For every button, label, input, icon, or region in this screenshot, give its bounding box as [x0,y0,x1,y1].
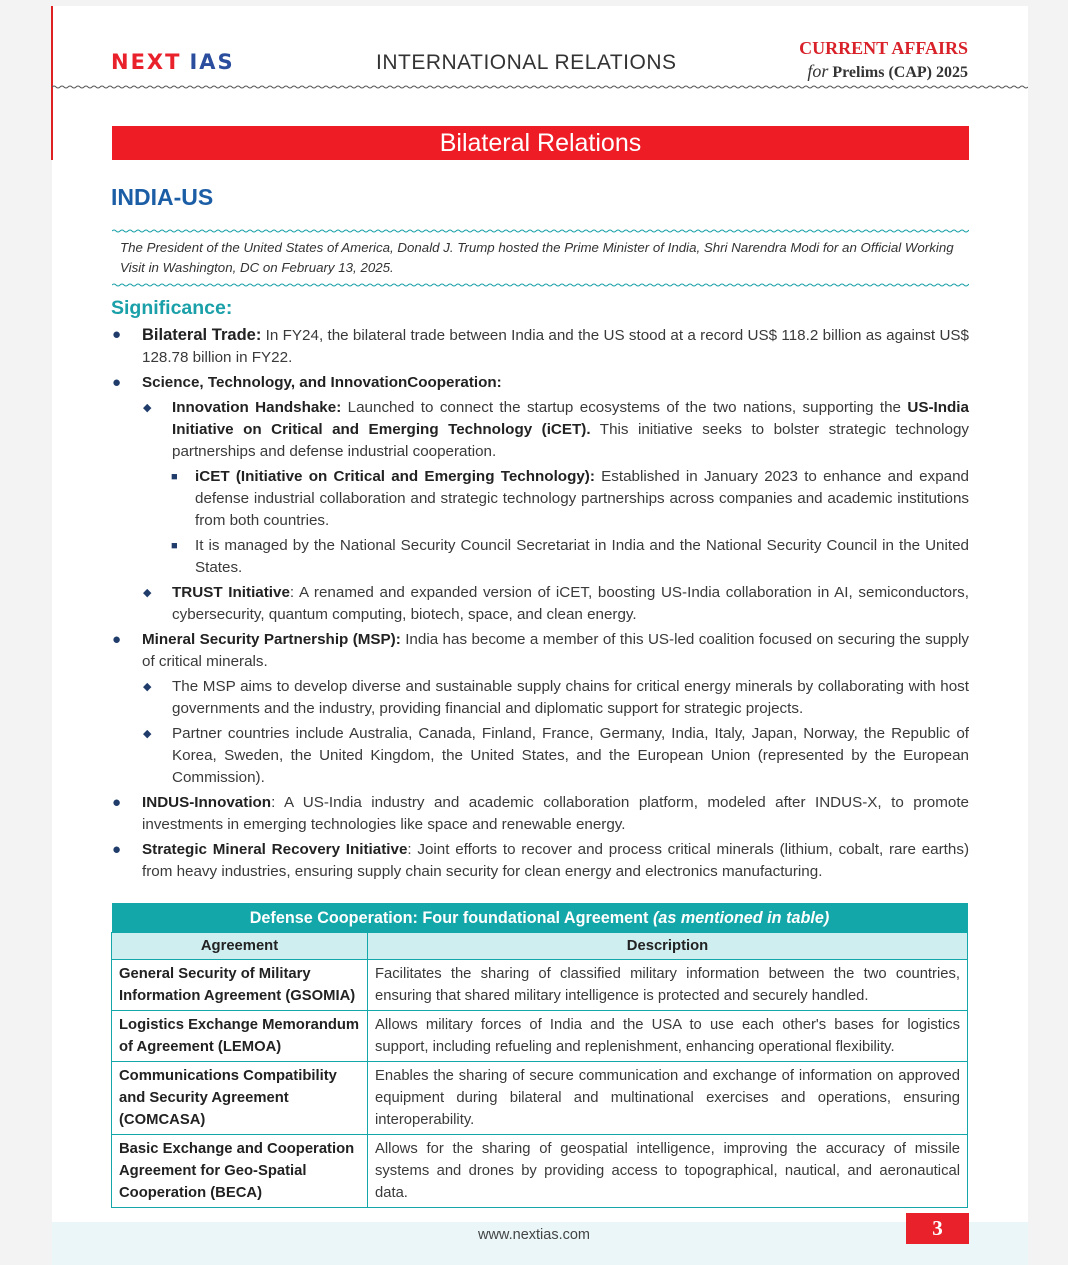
intro-box [112,228,969,288]
caption-note: (as mentioned in table) [652,908,830,927]
table-row [112,1062,968,1135]
agreement-cell: Communications Compatibility and Security Agreement (COMCASA) [112,1062,368,1135]
item-text: The MSP aims to develop diverse and sustainable supply chains for critical energy minerals by collaborating with host governments and the industry, providing financial and diplomatic support for strategic projects. [172,678,969,717]
item-title: Strategic Mineral Recovery Initiative [142,841,408,858]
item-title: TRUST Initiative [172,584,290,601]
defense-agreements-table [111,903,968,1208]
description-cell: Facilitates the sharing of classified military information between the two countries, ensuring that shared military intelligence is protected and securely handled. [368,960,968,1011]
item-title: iCET (Initiative on Critical and Emerging Technology): [195,468,595,485]
column-header-agreement: Agreement [112,933,368,960]
list-item [111,372,969,394]
list-item [111,535,969,579]
list-item [111,582,969,626]
item-text: This initiative seeks to bolster strategic technology partnerships and defense industrial cooperation. [172,421,970,460]
header-wavy-divider [52,84,1028,90]
item-title: Mineral Security Partnership (MSP): [142,631,401,648]
bullet-diamond-icon: ◆ [143,728,152,740]
description-cell: Allows military forces of India and the USA to use each other's bases for logistics support, including refueling and replenishment, enhancing operational flexibility. [368,1011,968,1062]
footer-url[interactable]: www.nextias.com [477,1227,590,1243]
intro-text: The President of the United States of America, Donald J. Trump hosted the Prime Minister of India, Shri Narendra Modi for an Official Working Visit in Washington, DC on February 13, 2025. [120,240,954,275]
description-cell: Allows for the sharing of geospatial intelligence, improving the accuracy of missile systems and drones by providing access to topographical, nautical, and aeronautical data. [368,1135,968,1208]
for-word: for [807,61,829,81]
item-text: Established in January 2023 to enhance and expand defense industrial collaboration and strategic technology partnerships across companies and academic institutions from both countries. [195,468,969,529]
item-text: It is managed by the National Security Council Secretariat in India and the National Security Council in the United States. [195,537,969,576]
table-row [112,1135,968,1208]
significance-list [111,324,969,886]
item-title: Science, Technology, and InnovationCooperation: [142,374,502,391]
bullet-diamond-icon: ◆ [143,587,152,599]
list-item [111,723,969,789]
list-item [111,792,969,836]
item-title: Innovation Handshake: [172,399,342,416]
agreement-cell: General Security of Military Information Agreement (GSOMIA) [112,960,368,1011]
agreement-cell: Logistics Exchange Memorandum of Agreement (LEMOA) [112,1011,368,1062]
logo-next: NEXT [111,50,182,74]
table-row [112,960,968,1011]
page-edge-line [51,6,53,160]
item-text: : A renamed and expanded version of iCET, boosting US-India collaboration in AI, semiconductors, cybersecurity, quantum computing, biotech, space, and clean energy. [172,584,969,623]
page-title: INDIA-US [111,184,214,210]
table-caption [112,903,968,933]
prelims-subtitle [807,61,968,82]
brand-logo [111,50,235,74]
item-text: Launched to connect the startup ecosystems of the two nations, supporting the [341,399,908,416]
caption-text: Defense Cooperation: Four foundational Agreement [249,908,653,927]
bullet-dot-icon: ● [112,631,122,648]
bullet-dot-icon: ● [112,794,122,811]
item-text: In FY24, the bilateral trade between India and the US stood at a record US$ 118.2 billion as against US$ 128.78 billion in FY22. [142,327,969,366]
list-item [111,466,969,532]
item-bold-text: US-India Initiative on Critical and Emerging Technology (iCET). [172,399,969,438]
item-title: INDUS-Innovation [142,794,272,811]
table-header-row [112,933,968,960]
table-row [112,1011,968,1062]
prelims-label: Prelims (CAP) 2025 [832,64,968,81]
bullet-diamond-icon: ◆ [143,681,152,693]
description-cell: Enables the sharing of secure communication and exchange of information on approved equipment during bilateral and multinational exercises and operations, ensuring interoperability. [368,1062,968,1135]
item-text: Partner countries include Australia, Canada, Finland, France, Germany, India, Italy, Japan, Norway, the Republic of Korea, Sweden, the United Kingdom, the United States, and the European Union (represented by the European Commission). [172,725,969,786]
section-banner: Bilateral Relations [112,126,969,160]
current-affairs-title: CURRENT AFFAIRS [799,38,968,58]
significance-heading: Significance: [111,297,233,319]
item-title: Bilateral Trade: [142,326,262,344]
bullet-dot-icon: ● [112,841,122,858]
item-text: India has become a member of this US-led coalition focused on securing the supply of critical minerals. [142,631,970,670]
list-item [111,839,969,883]
bullet-square-icon: ■ [171,540,178,552]
section-title: INTERNATIONAL RELATIONS [376,51,677,74]
page-number: 3 [906,1213,969,1244]
bullet-dot-icon: ● [112,326,122,343]
item-text: : Joint efforts to recover and process critical minerals (lithium, cobalt, rare earths) from heavy industries, ensuring supply chain security for clean energy and electronics manufacturing. [142,841,969,880]
logo-ias: IAS [189,50,235,74]
bullet-square-icon: ■ [171,471,178,483]
bullet-diamond-icon: ◆ [143,402,152,414]
list-item [111,324,969,369]
item-text: : A US-India industry and academic collaboration platform, modeled after INDUS-X, to promote investments in emerging technologies like space and renewable energy. [142,794,969,833]
list-item [111,676,969,720]
agreement-cell: Basic Exchange and Cooperation Agreement for Geo-Spatial Cooperation (BECA) [112,1135,368,1208]
intro-bottom-divider [112,282,969,288]
list-item [111,397,969,463]
list-item [111,629,969,673]
column-header-description: Description [368,933,968,960]
table-caption-row [112,903,968,933]
bullet-dot-icon: ● [112,374,122,391]
